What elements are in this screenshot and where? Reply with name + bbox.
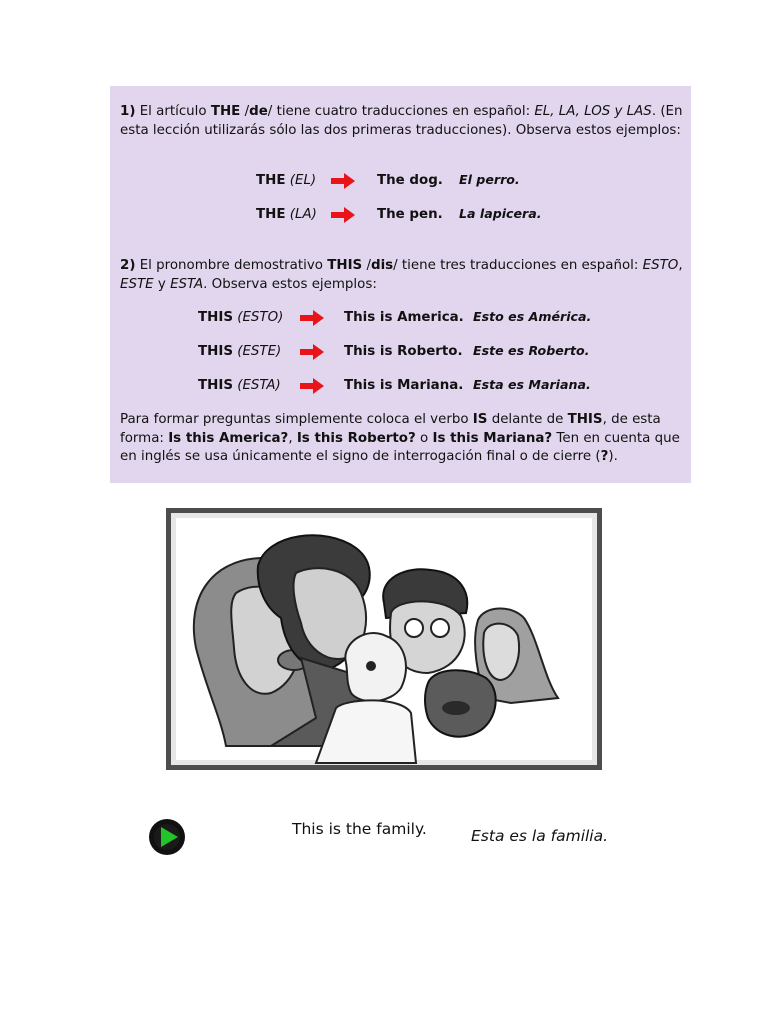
example-translation: (ESTO): [237, 310, 284, 325]
example-word: THE: [256, 173, 286, 188]
example-spanish: Esto es América.: [473, 309, 592, 324]
section-3-paragraph: Para formar preguntas simplemente coloca el verbo IS delante de THIS, de esta forma: Is this America?, Is this Roberto? o Is this Mariana? Ten en cuenta que en inglés se usa únicamente el signo de interrogación final o de cierre (?).: [120, 412, 680, 464]
example-spanish: El perro.: [459, 172, 520, 187]
example-translation: (ESTA): [237, 378, 281, 393]
red-arrow-icon: [300, 310, 324, 326]
example-row-this-esta: [198, 375, 678, 397]
example-row-this-esto: [198, 307, 678, 329]
example-word: THE: [256, 207, 286, 222]
red-arrow-icon: [300, 378, 324, 394]
example-translation: (ESTE): [237, 344, 282, 359]
section-2-paragraph: 2) El pronombre demostrativo THIS /dis/ tiene tres traducciones en español: ESTO, ESTE y ESTA. Observa estos ejemplos:: [120, 258, 683, 292]
example-row-this-este: [198, 341, 678, 363]
example-word: THIS: [198, 378, 233, 393]
lesson-box: [110, 86, 691, 483]
example-row-the-la: [256, 204, 676, 226]
example-english: The dog.: [377, 173, 443, 188]
example-spanish: Este es Roberto.: [473, 343, 590, 358]
red-arrow-icon: [331, 207, 355, 223]
example-row-the-el: [256, 170, 676, 192]
example-translation: (EL): [289, 173, 317, 188]
family-illustration: [166, 508, 602, 770]
example-english: This is Roberto.: [344, 344, 463, 359]
example-english: This is Mariana.: [344, 378, 464, 393]
play-icon[interactable]: [148, 818, 186, 856]
example-spanish: La lapicera.: [459, 206, 542, 221]
example-translation: (LA): [289, 207, 317, 222]
caption-spanish: Esta es la familia.: [471, 827, 609, 845]
example-word: THIS: [198, 310, 233, 325]
example-english: The pen.: [377, 207, 443, 222]
section-1-paragraph: 1) El artículo THE /de/ tiene cuatro traducciones en español: EL, LA, LOS y LAS. (En esta lección utilizarás sólo las dos primeras traducciones). Observa estos ejemplos:: [120, 104, 683, 138]
example-word: THIS: [198, 344, 233, 359]
red-arrow-icon: [331, 173, 355, 189]
red-arrow-icon: [300, 344, 324, 360]
example-english: This is America.: [344, 310, 464, 325]
caption-english: This is the family.: [292, 820, 427, 838]
example-spanish: Esta es Mariana.: [473, 377, 591, 392]
